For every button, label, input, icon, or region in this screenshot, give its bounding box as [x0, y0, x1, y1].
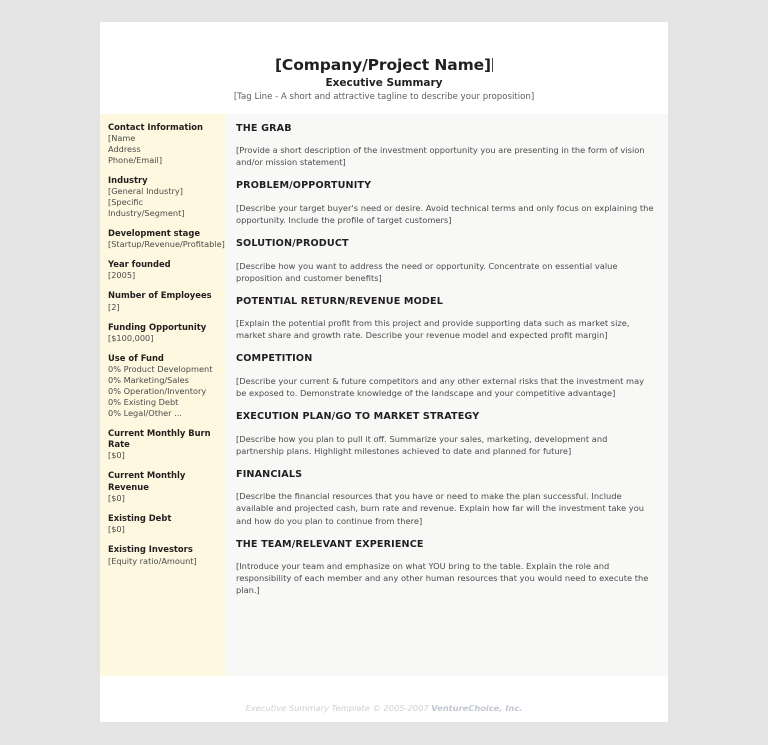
document-body	[100, 114, 668, 676]
content-section	[236, 353, 654, 399]
footer-brand-name: VentureChoice, Inc.	[431, 702, 523, 713]
company-project-name-text: [Company/Project Name]	[274, 56, 492, 74]
sidebar-block-line[interactable]: [Specific Industry/Segment]	[108, 197, 185, 218]
document-header	[100, 22, 668, 103]
sidebar-block-list	[108, 121, 225, 567]
section-heading: PROBLEM/OPPORTUNITY	[236, 180, 372, 192]
section-body-text[interactable]: [Describe how you plan to pull it off. Summarize your sales, marketing, development and partnership plans. Highlight milestones achieved to date and planned for future]	[236, 433, 608, 456]
sidebar-block-line[interactable]: [$100,000]	[108, 332, 154, 343]
sidebar-block-line[interactable]: [2]	[108, 301, 120, 312]
sidebar-block-line[interactable]: Phone/Email]	[108, 154, 163, 165]
sidebar-block	[108, 259, 220, 281]
executive-summary-content	[226, 114, 668, 676]
sidebar-block-heading: Number of Employees	[108, 290, 212, 301]
section-heading: EXECUTION PLAN/GO TO MARKET STRATEGY	[236, 411, 480, 423]
sidebar-block-heading: Industry	[108, 174, 148, 185]
document-page	[100, 22, 668, 722]
sidebar-block	[108, 544, 220, 566]
sidebar-block-heading: Existing Debt	[108, 512, 172, 523]
company-project-name-title[interactable]	[275, 57, 493, 75]
sidebar-block	[108, 175, 220, 219]
sidebar-block-line[interactable]: [General Industry]	[108, 186, 183, 197]
sidebar-block-line[interactable]: [Name	[108, 133, 136, 144]
sidebar-block-heading: Current Monthly Burn Rate	[108, 427, 211, 450]
document-subtitle: Executive Summary	[325, 76, 443, 89]
sidebar-block-heading: Year founded	[108, 259, 171, 270]
sidebar-block	[108, 322, 220, 344]
sidebar-block-line[interactable]: [$0]	[108, 493, 125, 503]
section-heading: COMPETITION	[236, 353, 313, 365]
section-heading: FINANCIALS	[236, 468, 303, 480]
content-section	[236, 180, 654, 226]
sidebar-block-heading: Existing Investors	[108, 544, 193, 555]
sidebar-block-line[interactable]: [2005]	[108, 270, 136, 281]
section-body-text[interactable]: [Provide a short description of the investment opportunity you are presenting in the form of vision and/or mission statement]	[236, 145, 645, 168]
sidebar-block-line[interactable]: 0% Marketing/Sales	[108, 375, 189, 386]
content-section	[236, 469, 654, 527]
content-section	[236, 539, 654, 597]
sidebar-block	[108, 290, 220, 312]
sidebar-block	[108, 513, 220, 535]
section-body-text[interactable]: [Describe how you want to address the need or opportunity. Concentrate on essential value proposition and customer benefits]	[236, 260, 618, 283]
sidebar-block-heading: Funding Opportunity	[108, 321, 207, 332]
sidebar-block-line[interactable]: 0% Existing Debt	[108, 396, 179, 407]
text-cursor-caret	[492, 58, 493, 72]
sidebar-block	[108, 470, 220, 504]
sidebar-block-line[interactable]: 0% Operation/Inventory	[108, 386, 207, 396]
section-body-text[interactable]: [Describe your target buyer's need or desire. Avoid technical terms and only focus on explaining the opportunity. Include the profile of target customers]	[236, 202, 654, 225]
sidebar-block-line[interactable]: [Equity ratio/Amount]	[108, 555, 197, 566]
section-heading: SOLUTION/PRODUCT	[236, 238, 349, 250]
sidebar-block-line[interactable]: 0% Product Development	[108, 364, 213, 375]
sidebar-block-heading: Use of Fund	[108, 352, 164, 363]
section-heading: THE GRAB	[236, 122, 292, 134]
content-section	[236, 238, 654, 284]
section-list	[236, 123, 654, 597]
sidebar-block	[108, 122, 220, 166]
sidebar-block-heading: Development stage	[108, 227, 200, 238]
sidebar-block-line[interactable]: [$0]	[108, 450, 125, 461]
sidebar-block-line[interactable]: Address	[108, 143, 141, 154]
sidebar-block	[108, 227, 225, 250]
sidebar-block-line[interactable]: 0% Legal/Other ...	[108, 407, 182, 418]
company-facts-sidebar	[100, 114, 226, 676]
section-body-text[interactable]: [Describe the financial resources that you have or need to make the plan successful. Include available and projected cash, burn rate and revenue. Explain how far will the investment take you and how do you plan to continue from there]	[236, 491, 645, 526]
sidebar-block-line[interactable]: [$0]	[108, 524, 125, 535]
section-heading: POTENTIAL RETURN/REVENUE MODEL	[236, 295, 443, 307]
sidebar-block-heading: Contact Information	[108, 121, 203, 132]
document-tagline: [Tag Line - A short and attractive tagline to describe your proposition]	[233, 92, 535, 103]
content-section	[236, 123, 654, 169]
sidebar-block	[108, 353, 220, 419]
section-body-text[interactable]: [Introduce your team and emphasize on what YOU bring to the table. Explain the role and responsibility of each member and any other human resources that you would need to execute the plan.]	[236, 561, 649, 596]
content-section	[236, 296, 654, 342]
section-heading: THE TEAM/RELEVANT EXPERIENCE	[236, 538, 424, 550]
section-body-text[interactable]: [Explain the potential profit from this project and provide supporting data such as market size, market share and growth rate. Describe your revenue model and expected profit margin]	[236, 318, 630, 341]
footer-copyright-text: Executive Summary Template © 2005-2007	[245, 702, 432, 713]
content-section	[236, 411, 654, 457]
document-footer	[100, 703, 668, 714]
sidebar-block-heading: Current Monthly Revenue	[108, 470, 186, 492]
sidebar-block-line[interactable]: [Startup/Revenue/Profitable]	[108, 239, 225, 250]
section-body-text[interactable]: [Describe your current & future competitors and any other external risks that the investment may be exposed to. Demonstrate knowledge of the landscape and your competitive advantage]	[236, 375, 645, 399]
sidebar-block	[108, 428, 220, 462]
